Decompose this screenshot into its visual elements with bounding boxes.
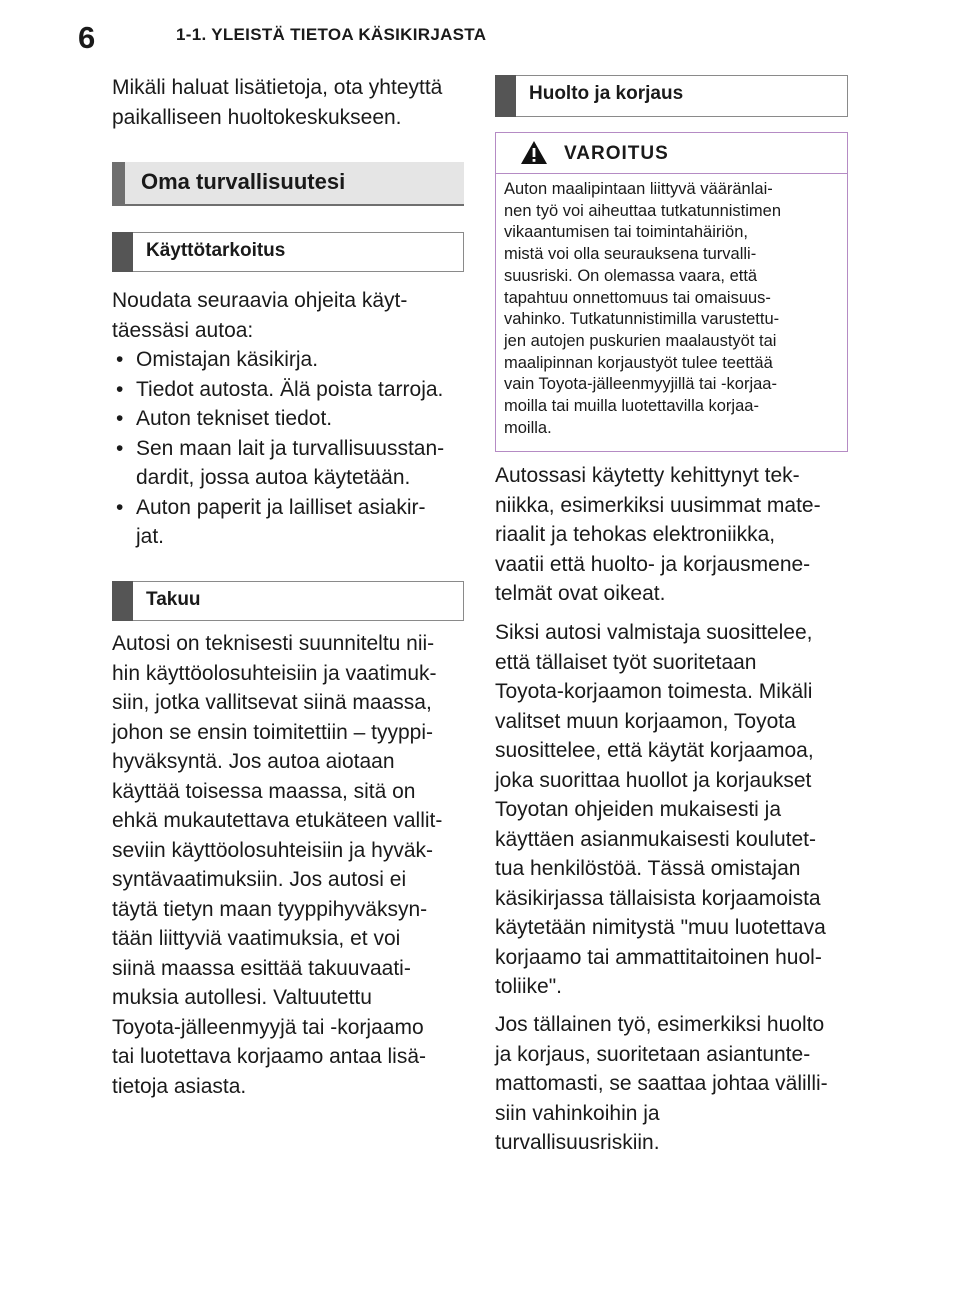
service-paragraph-1 bbox=[495, 461, 848, 609]
warranty-paragraph bbox=[112, 629, 464, 1101]
text-line: Toyota-jälleenmyyjä tai -korjaamo bbox=[112, 1015, 424, 1039]
text-line: Tiedot autosta. Älä poista tarroja. bbox=[136, 377, 444, 401]
text-line: jen autojen puskurien maalaustyöt tai bbox=[504, 331, 777, 350]
list-item bbox=[112, 434, 464, 493]
text-line: maalipinnan korjaustyöt tulee teettää bbox=[504, 353, 773, 372]
text-line: vain Toyota-jälleenmyyjillä tai -korjaa- bbox=[504, 375, 777, 394]
text-line: käyttää toisessa maassa, sitä on bbox=[112, 779, 416, 803]
text-line: turvallisuusriskiin. bbox=[495, 1131, 660, 1154]
subheading-label: Takuu bbox=[146, 589, 201, 610]
text-line: tai luotettava korjaamo antaa lisä- bbox=[112, 1045, 427, 1068]
text-line: täessäsi autoa: bbox=[112, 318, 254, 342]
text-line: Auton tekniset tiedot. bbox=[136, 407, 333, 430]
text-line: tään liittyviä vaatimuksia, et voi bbox=[112, 927, 401, 950]
text-line: Noudata seuraavia ohjeita käyt- bbox=[112, 289, 408, 312]
text-line: dardit, jossa autoa käytetään. bbox=[136, 466, 411, 489]
text-line: siin, jotka vallitsevat siinä maassa, bbox=[112, 691, 432, 714]
list-item bbox=[112, 404, 464, 434]
text-line: Auton maalipintaan liittyvä vääränlai- bbox=[504, 180, 773, 198]
text-line: Omistajan käsikirja. bbox=[136, 348, 319, 371]
text-line: hin käyttöolosuhteisiin ja vaatimuk- bbox=[112, 661, 437, 685]
text-line: mistä voi olla seurauksena turvalli- bbox=[504, 245, 757, 264]
text-line: hyväksyntä. Jos autoa aiotaan bbox=[112, 750, 395, 773]
text-line: siinä maassa esittää takuuvaati- bbox=[112, 956, 411, 980]
bullet-icon: • bbox=[116, 348, 124, 371]
text-line: käsikirjassa tällaisista korjaamoista bbox=[495, 886, 821, 910]
text-line: mattomasti, se saattaa johtaa välilli- bbox=[495, 1072, 828, 1095]
heading-bar bbox=[112, 581, 133, 621]
text-line: seviin käyttöolosuhteisiin ja hyväk- bbox=[112, 838, 433, 862]
warning-box bbox=[495, 132, 848, 452]
text-line: vahinko. Tutkatunnistimilla varustettu- bbox=[504, 310, 780, 329]
text-line: Autosi on teknisesti suunniteltu nii- bbox=[112, 632, 435, 655]
text-line: vikaantumisen tai toimintahäiriön, bbox=[504, 223, 748, 242]
text-line: tapahtuu onnettomuus tai omaisuus- bbox=[504, 288, 771, 307]
subheading-service bbox=[495, 75, 848, 117]
service-paragraph-3 bbox=[495, 1010, 848, 1158]
warning-text bbox=[504, 179, 840, 439]
text-line: että tällaiset työt suoritetaan bbox=[495, 650, 757, 674]
subheading-warranty bbox=[112, 581, 464, 621]
purpose-intro bbox=[112, 286, 464, 345]
list-item bbox=[112, 493, 464, 552]
text-line: käytetään nimitystä "muu luotettava bbox=[495, 916, 826, 939]
text-line: niikka, esimerkiksi uusimmat mate- bbox=[495, 493, 821, 517]
text-line: tietoja asiasta. bbox=[112, 1074, 247, 1098]
list-item bbox=[112, 345, 464, 375]
text-line: paikalliseen huoltokeskukseen. bbox=[112, 105, 402, 129]
section-heading-label: Oma turvallisuutesi bbox=[141, 169, 346, 194]
text-line: johon se ensin toimitettiin – tyyppi- bbox=[112, 720, 433, 744]
list-item bbox=[112, 375, 464, 405]
bullet-icon: • bbox=[116, 377, 124, 401]
text-line: telmät ovat oikeat. bbox=[495, 582, 666, 605]
bullet-icon: • bbox=[116, 436, 124, 460]
text-line: toliike". bbox=[495, 975, 562, 998]
heading-bar bbox=[495, 75, 516, 117]
service-paragraph-2 bbox=[495, 618, 848, 1002]
text-line: jat. bbox=[136, 525, 165, 548]
subheading-purpose bbox=[112, 232, 464, 272]
text-line: Jos tällainen työ, esimerkiksi huolto bbox=[495, 1013, 825, 1036]
text-line: Mikäli haluat lisätietoja, ota yhteyttä bbox=[112, 76, 443, 99]
section-heading bbox=[112, 162, 464, 206]
text-line: vaatii että huolto- ja korjausmene- bbox=[495, 552, 811, 576]
text-line: ja korjaus, suoritetaan asiantunte- bbox=[495, 1042, 811, 1066]
text-line: Auton paperit ja lailliset asiakir- bbox=[136, 495, 426, 519]
text-line: joka suorittaa huollot ja korjaukset bbox=[495, 768, 812, 792]
heading-bar bbox=[112, 232, 133, 272]
text-line: Toyotan ohjeiden mukaisesti ja bbox=[495, 798, 782, 821]
text-line: syntävaatimuksiin. Jos autosi ei bbox=[112, 868, 407, 891]
text-line: riaalit ja tehokas elektroniikka, bbox=[495, 523, 776, 546]
bullet-icon: • bbox=[116, 495, 124, 519]
text-line: ehkä mukautettava etukäteen vallit- bbox=[112, 809, 443, 832]
text-line: Toyota-korjaamon toimesta. Mikäli bbox=[495, 680, 813, 703]
text-line: muksia autollesi. Valtuutettu bbox=[112, 986, 372, 1009]
intro-paragraph bbox=[112, 73, 464, 132]
text-line: täytä tietyn maan tyyppihyväksyn- bbox=[112, 897, 428, 921]
text-line: nen työ voi aiheuttaa tutkatunnistimen bbox=[504, 201, 782, 220]
bullet-icon: • bbox=[116, 407, 124, 430]
bullet-list bbox=[112, 345, 464, 552]
page-number: 6 bbox=[78, 20, 96, 55]
text-line: korjaamo tai ammattitaitoinen huol- bbox=[495, 945, 822, 969]
warning-triangle-icon bbox=[520, 140, 548, 165]
text-line: suosittelee, että käytät korjaamoa, bbox=[495, 739, 814, 762]
text-line: Autossasi käytetty kehittynyt tek- bbox=[495, 464, 800, 487]
warning-title: VAROITUS bbox=[564, 143, 669, 164]
text-line: Siksi autosi valmistaja suosittelee, bbox=[495, 621, 813, 644]
subheading-label: Käyttötarkoitus bbox=[146, 240, 286, 261]
text-line: moilla tai muilla luotettavilla korjaa- bbox=[504, 397, 759, 416]
chapter-title: 1-1. YLEISTÄ TIETOA KÄSIKIRJASTA bbox=[176, 25, 487, 44]
subheading-label: Huolto ja korjaus bbox=[529, 83, 684, 104]
text-line: käyttäen asianmukaisesti koulutet- bbox=[495, 827, 816, 851]
text-line: Sen maan lait ja turvallisuusstan- bbox=[136, 436, 445, 460]
text-line: moilla. bbox=[504, 418, 552, 437]
text-line: valitset muun korjaamon, Toyota bbox=[495, 709, 796, 733]
warning-header bbox=[496, 133, 847, 174]
text-line: tua henkilöstöä. Tässä omistajan bbox=[495, 857, 801, 880]
text-line: suusriski. On olemassa vaara, että bbox=[504, 266, 758, 285]
text-line: siin vahinkoihin ja bbox=[495, 1101, 660, 1125]
